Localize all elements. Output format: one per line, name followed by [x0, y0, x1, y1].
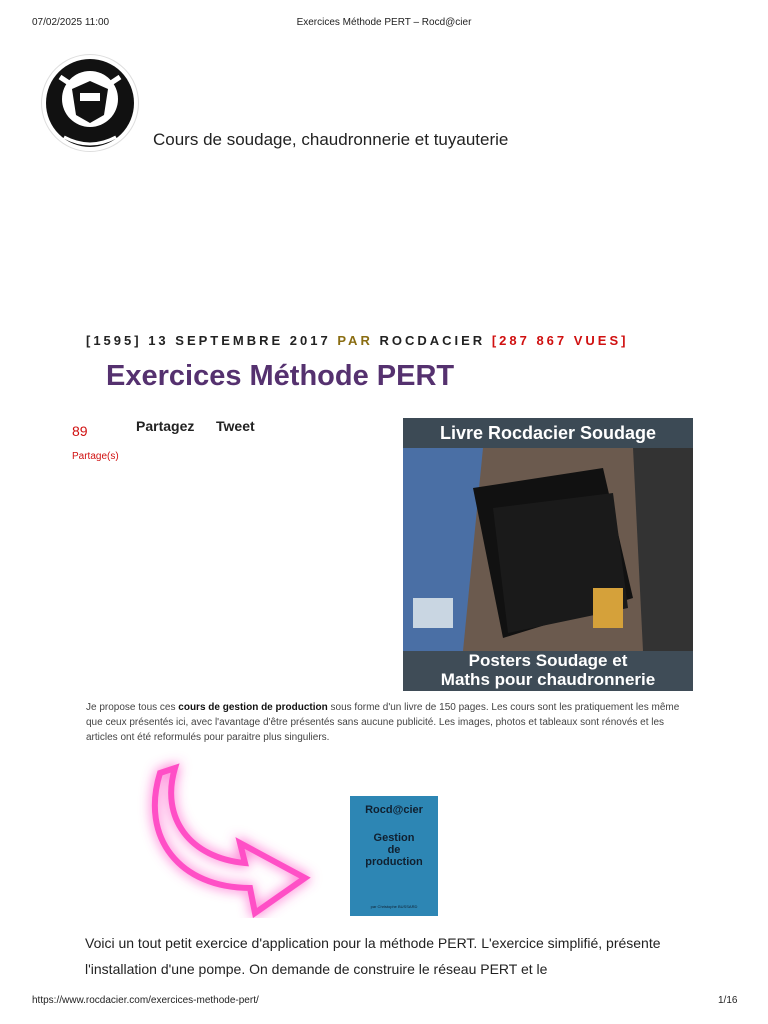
- book-title-line-1: Gestion: [373, 832, 415, 844]
- share-count-label: Partage(s): [72, 451, 119, 462]
- book-title: [350, 832, 438, 868]
- banner-bottom-line-1: Posters Soudage et: [468, 651, 628, 670]
- book-banner[interactable]: [403, 418, 693, 691]
- logo-mask-icon: [42, 55, 138, 151]
- tweet-button[interactable]: Tweet: [216, 418, 255, 434]
- body-paragraph: Voici un tout petit exercice d'application pour la méthode PERT. L'exercice simplifié, présente l'installation d'une pompe. On demande de construire le réseau PERT et le: [85, 935, 661, 977]
- share-count: 89: [72, 423, 88, 439]
- site-tagline: Cours de soudage, chaudronnerie et tuyauterie: [153, 130, 509, 149]
- intro-part-2: sous forme d'un livre de 150 pages. Les cours sont les pratiquement les même que ceux présentés ici, avec l'avantage d'être présentés sans aucune publicité. Les images, photos et tableaux sont rénovés et les articles ont été reformulés pour paraitre plus singuliers.: [86, 702, 680, 743]
- post-meta: [86, 333, 628, 348]
- book-photo-icon: [403, 448, 693, 651]
- post-date: 13 SEPTEMBRE 2017: [148, 333, 331, 348]
- book-cover[interactable]: [350, 796, 438, 916]
- neon-arrow-icon: [120, 748, 330, 918]
- intro-part-1: Je propose tous ces: [86, 702, 179, 713]
- post-views: [287 867 VUES]: [491, 333, 629, 348]
- post-by: PAR: [337, 333, 373, 348]
- print-page-number: 1/16: [718, 995, 738, 1006]
- banner-bottom-line-2: Maths pour chaudronnerie: [440, 670, 656, 689]
- banner-bottom-text: [403, 651, 693, 691]
- intro-link[interactable]: cours de gestion de production: [178, 702, 328, 713]
- book-brand: Rocd@cier: [365, 804, 423, 816]
- post-id: [1595]: [86, 333, 142, 348]
- print-url: https://www.rocdacier.com/exercices-methode-pert/: [32, 995, 259, 1006]
- intro-text: [86, 700, 686, 745]
- book-author: par Christophe BUSSARD: [370, 904, 418, 909]
- article-title: Exercices Méthode PERT: [106, 360, 455, 392]
- book-title-line-3: production: [365, 856, 423, 868]
- banner-top-text: Livre Rocdacier Soudage: [403, 418, 693, 448]
- print-title: Exercices Méthode PERT – Rocd@cier: [296, 17, 472, 28]
- share-button[interactable]: Partagez: [136, 418, 195, 434]
- book-title-line-2: de: [387, 844, 401, 856]
- print-date: 07/02/2025 11:00: [32, 17, 110, 28]
- post-author[interactable]: ROCDACIER: [379, 333, 486, 348]
- site-logo[interactable]: [42, 55, 138, 151]
